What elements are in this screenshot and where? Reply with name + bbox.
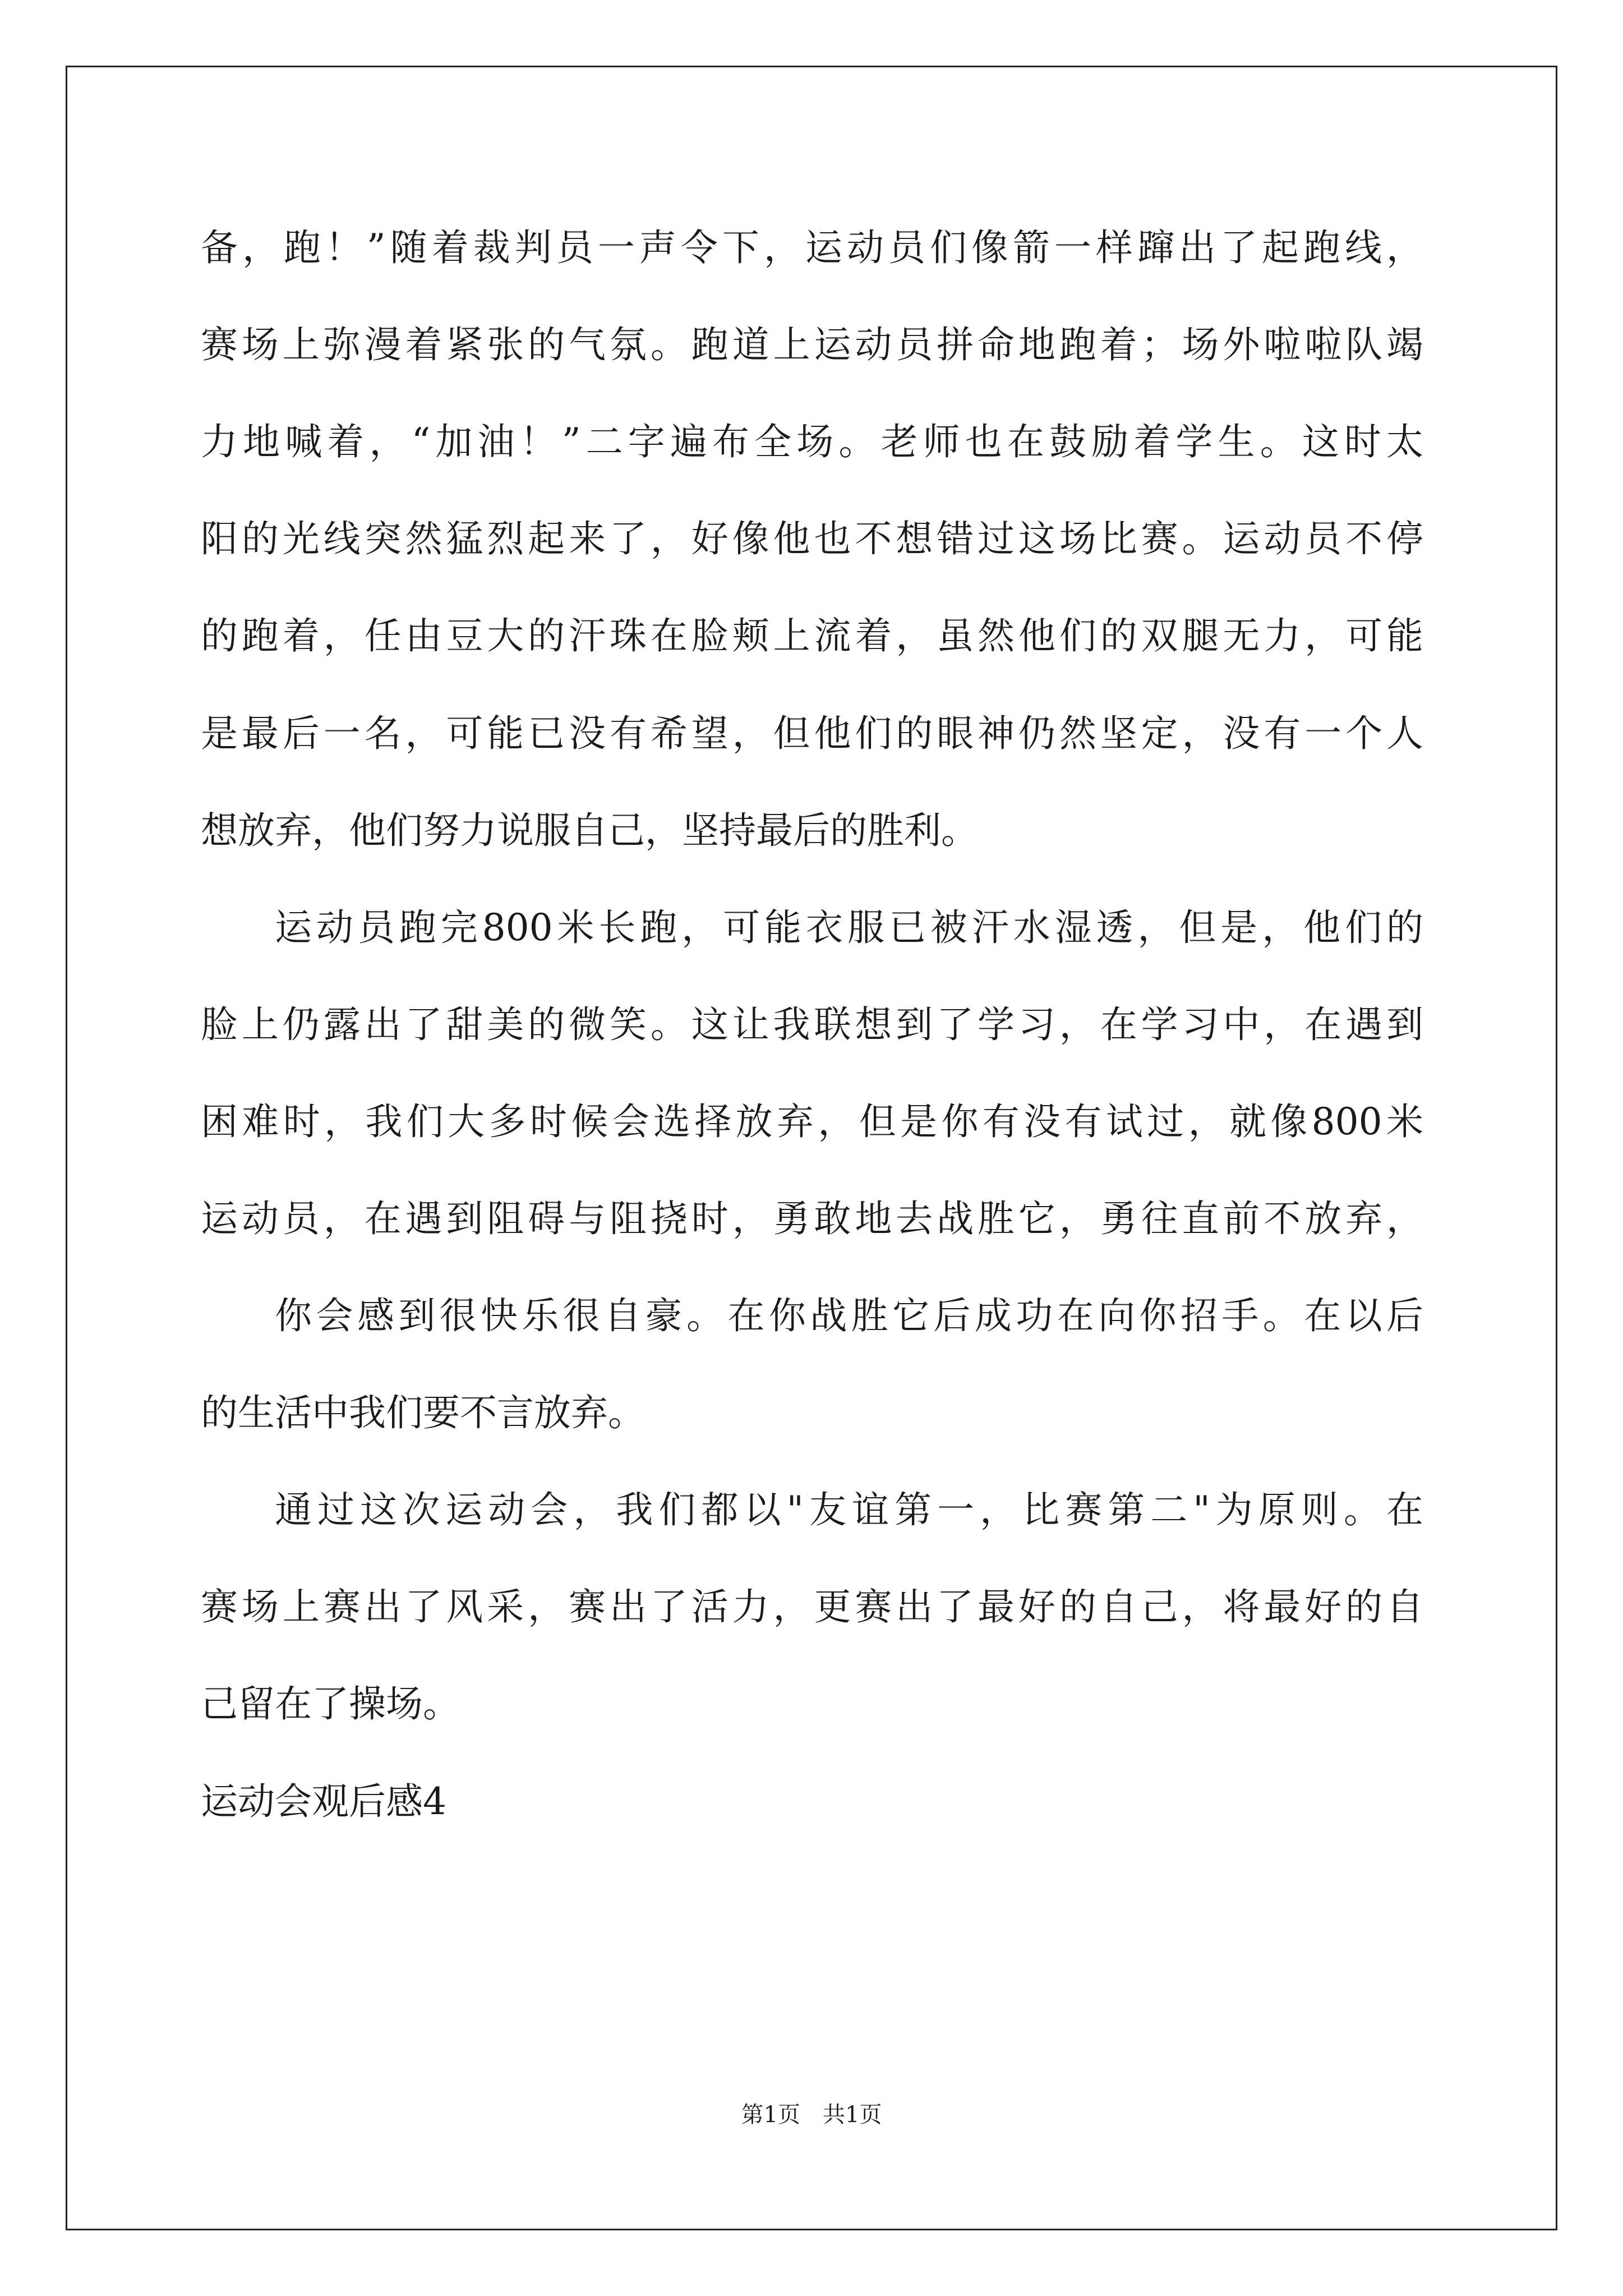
page-footer: 第1页 共1页 bbox=[741, 2102, 882, 2128]
paragraph-line: 是最后一名，可能已没有希望，但他们的眼神仍然坚定，没有一个人 bbox=[201, 712, 1423, 755]
paragraph-line: 的跑着，任由豆大的汗珠在脸颊上流着，虽然他们的双腿无力，可能 bbox=[201, 614, 1423, 657]
paragraph-line: 己留在了操场。 bbox=[201, 1682, 460, 1726]
paragraph-line: 备，跑！”随着裁判员一声令下，运动员们像箭一样蹿出了起跑线， bbox=[201, 226, 1423, 269]
page-border bbox=[66, 66, 1557, 2230]
section-heading: 运动会观后感4 bbox=[201, 1780, 446, 1823]
paragraph-line: 你会感到很快乐很自豪。在你战胜它后成功在向你招手。在以后 bbox=[275, 1294, 1423, 1337]
paragraph-line: 运动员，在遇到阻碍与阻挠时，勇敢地去战胜它，勇往直前不放弃， bbox=[201, 1197, 1423, 1240]
paragraph-line: 脸上仍露出了甜美的微笑。这让我联想到了学习，在学习中，在遇到 bbox=[201, 1003, 1423, 1046]
paragraph-line: 赛场上弥漫着紧张的气氛。跑道上运动员拼命地跑着；场外啦啦队竭 bbox=[201, 323, 1423, 366]
paragraph-line: 想放弃，他们努力说服自己，坚持最后的胜利。 bbox=[201, 809, 978, 852]
paragraph-line: 赛场上赛出了风采，赛出了活力，更赛出了最好的自己，将最好的自 bbox=[201, 1585, 1423, 1628]
paragraph-line: 运动员跑完800米长跑，可能衣服已被汗水湿透，但是，他们的 bbox=[275, 906, 1423, 949]
paragraph-line: 阳的光线突然猛烈起来了，好像他也不想错过这场比赛。运动员不停 bbox=[201, 517, 1423, 560]
paragraph-line: 的生活中我们要不言放弃。 bbox=[201, 1391, 645, 1434]
paragraph-line: 困难时，我们大多时候会选择放弃，但是你有没有试过，就像800米 bbox=[201, 1100, 1423, 1143]
paragraph-line: 通过这次运动会，我们都以"友谊第一，比赛第二"为原则。在 bbox=[275, 1488, 1423, 1531]
paragraph-line: 力地喊着，“加油！”二字遍布全场。老师也在鼓励着学生。这时太 bbox=[201, 420, 1423, 463]
